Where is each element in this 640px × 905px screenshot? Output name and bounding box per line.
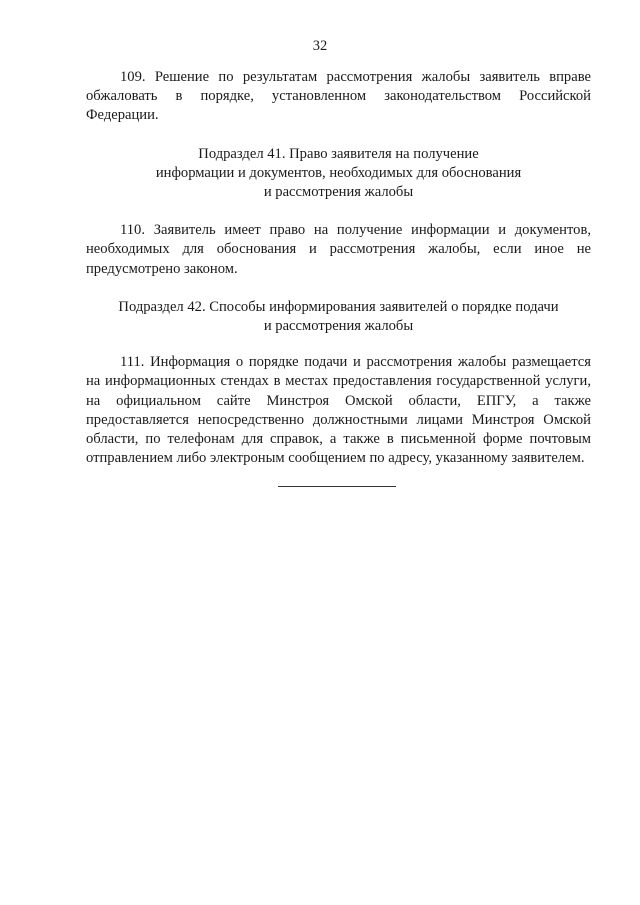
subsection-41-heading-line-3: и рассмотрения жалобы	[263, 184, 414, 201]
subsection-42-heading-line-1: Подраздел 42. Способы информирования заявителей о порядке подачи	[118, 298, 559, 315]
subsection-41-heading	[86, 145, 591, 203]
page-number: 32	[312, 38, 328, 54]
subsection-41-heading-line-2: информации и документов, необходимых для обоснования	[155, 164, 522, 181]
paragraph-109: 109. Решение по результатам рассмотрения жалобы заявитель вправе обжаловать в порядке, установленном законодательством Российской Федерации.	[86, 69, 591, 124]
subsection-42-heading	[86, 298, 591, 336]
paragraph-111: 111. Информация о порядке подачи и рассмотрения жалобы размещается на информационных стендах в местах предоставления государственной услуги, на официальном сайте Минстроя Омской области, ЕПГУ, а также предоставляется непосредственно должностными лицами Минстроя Омской области, по телефонам для справок, а также в письменной форме почтовым отправлением либо электроным сообщением по адресу, указанному заявителем.	[86, 354, 591, 467]
subsection-41-heading-line-1: Подраздел 41. Право заявителя на получение	[198, 145, 479, 162]
page-content	[86, 68, 591, 468]
spacer	[86, 202, 591, 221]
spacer	[86, 279, 591, 298]
end-of-section-divider	[278, 486, 396, 487]
spacer	[86, 336, 591, 353]
subsection-42-heading-line-2: и рассмотрения жалобы	[263, 318, 414, 335]
paragraph-110: 110. Заявитель имеет право на получение информации и документов, необходимых для обоснования и рассмотрения жалобы, если иное не предусмотрено законом.	[86, 222, 591, 277]
spacer	[86, 126, 591, 145]
